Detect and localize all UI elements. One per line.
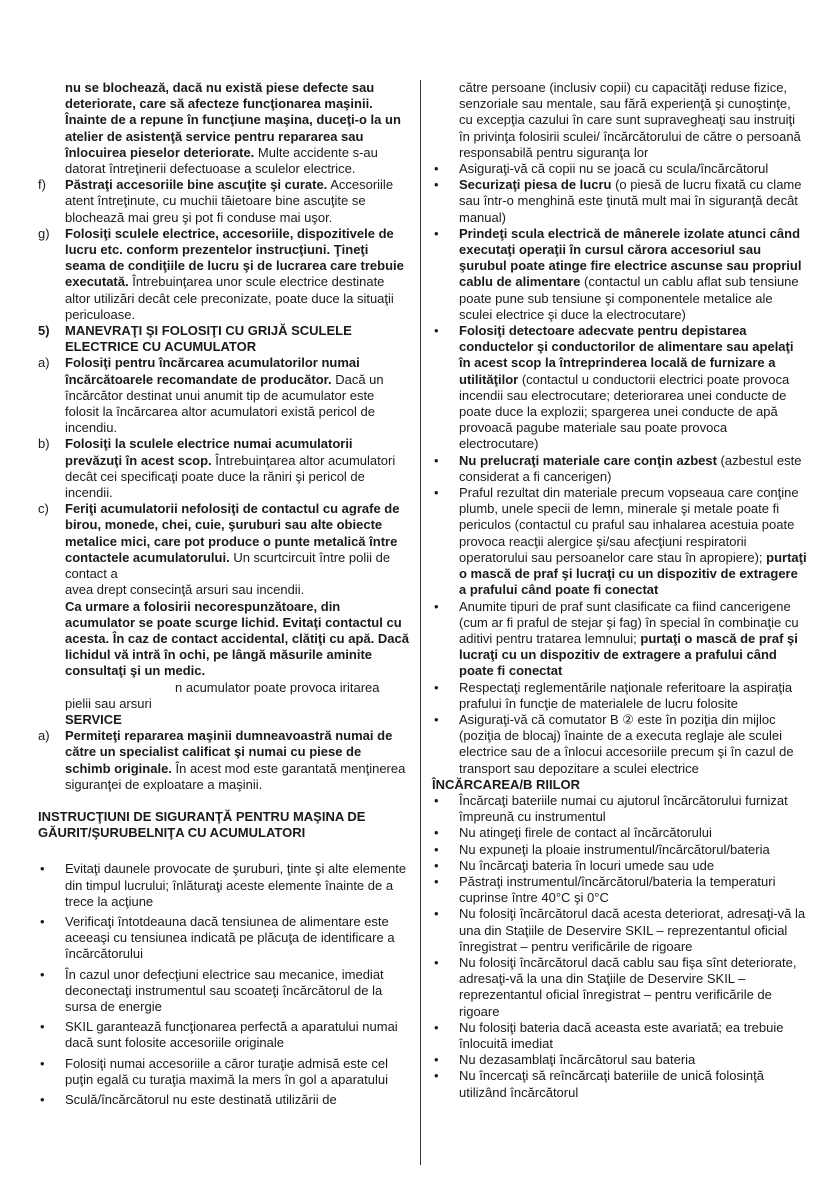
bullet-switch-position: • Asiguraţi-vă că comutator B ② este în poziţia din mijloc (poziţia de blocaj) înainte de a executa reglaje ale sculei electrice sau de a înlocui accesoriile precum şi în cazul de transport sau depozitare a sculei electrice — [432, 712, 808, 777]
bullet-detectors — [432, 323, 808, 453]
item-5b-bold: Folosiţi la sculele electrice numai acumulatorii prevăzuţi în acest scop. — [65, 436, 353, 468]
section-5-number: 5) — [38, 323, 50, 339]
bullet-asbestos-bold: Nu prelucraţi materiale care conţin azbest — [459, 452, 717, 468]
charging-title: ÎNCĂRCAREA/B RIILOR — [432, 776, 581, 792]
bullet-detectors-text: (contactul u conductorii electrici poate provoca incendii sau electrocutare; deteriorarea unei conducte de poate duce la explozii; spargerea unei conducte de apă provoacă pagube materiale sau poate provoca electrocutare) — [459, 371, 790, 452]
charging-bullet-7: • Nu folosiţi încărcătorul dacă cablu sau fişa sînt deteriorate, adresaţi-vă la una din Staţiile de Deservire SKIL – reprezentantul oficial înregistrat – pentru verificările de rigoare — [432, 955, 808, 1020]
intro-text: Multe accidente s-au datorat întreţinerii defectuoase a sculelor electrice. — [65, 144, 378, 177]
item-5c-text-4: pielii sau arsuri — [65, 695, 152, 711]
charging-bullet-6: • Nu folosiţi încărcătorul dacă acesta deteriorat, adresaţi-vă la una din Staţiile de Deservire SKIL – reprezentantul oficial înregistrat – pentru verificările de rigoare — [432, 906, 808, 955]
bullet-asbestos — [432, 453, 808, 485]
bullet-dust — [432, 485, 808, 598]
charging-bullet-5: • Păstraţi instrumentul/încărcătorul/bateria la temperaturi cuprinse între 40°C şi 0°C — [432, 874, 808, 906]
bullet-secure-workpiece — [432, 177, 808, 226]
intro-bold: nu se blochează, dacă nu există piese defecte sau deteriorate, care să afecteze funcţionarea maşinii. Înainte de a repune în funcţiune maşina, duceţi-o la un atelier de asistenţă service pentru repararea sau înlocuirea pieselor deteriorate. — [65, 80, 401, 160]
safety-bullet-1: • Evitaţi daunele provocate de şuruburi, ţinte şi alte elemente din timpul lucrului; înlăturaţi aceste elemente înainte de a trece la acţiune — [38, 861, 410, 910]
item-5c-text-3: n acumulator poate provoca iritarea — [175, 679, 380, 695]
right-column — [432, 80, 808, 1101]
item-5b — [38, 436, 410, 501]
charging-bullet-2: • Nu atingeţi firele de contact al încărcătorului — [432, 825, 808, 841]
bullet-detectors-bold: Folosiţi detectoare adecvate pentru depistarea conductelor şi conductorilor de alimentare sau apelaţi în acest scop la întreprinderea locală de furnizare a utilităţilor — [459, 323, 794, 387]
intro-paragraph — [38, 80, 410, 177]
bullet-insulated-grips — [432, 226, 808, 323]
section-5-title: MANEVRAŢI ŞI FOLOSIŢI CU GRIJĂ SCULELE ELECTRICE CU ACUMULATOR — [65, 323, 352, 355]
charging-bullet-8: • Nu folosiţi bateria dacă aceasta este avariată; ea trebuie înlocuită imediat — [432, 1020, 808, 1052]
item-5c-text-1: Un scurtcircuit între polii de contact a — [65, 549, 391, 582]
item-5a-bold: Folosiţi pentru încărcarea acumulatorilor numai încărcătoarele recomandate de producător. — [65, 355, 360, 387]
item-5c-bold-1: Feriţi acumulatorii nefolosiţi de contactul cu agrafe de birou, monede, chei, cuie, şuruburi sau alte obiecte metalice mici, care pot produce o punte metalică între contactele acumulatorului. — [65, 501, 400, 565]
bullet-secure-workpiece-text: (o piesă de lucru fixată cu clame sau într-o menghină este ţinută mult mai în siguranţă decât manual) — [459, 177, 802, 225]
charging-bullet-list — [432, 793, 808, 1101]
safety-bullet-5: • Folosiţi numai accesoriile a căror turaţie admisă este cel puţin egală cu turaţia maximă la mers în gol a aparatului — [38, 1056, 410, 1088]
item-g-label: g) — [38, 225, 50, 241]
bullet-dust-bold: purtaţi o mască de praf şi lucraţi cu un dispozitiv de extragere a prafului când poate fi conectat — [459, 549, 807, 598]
item-f-label: f) — [38, 177, 46, 193]
item-6a-text: În acest mod este garantată menţinerea siguranţei de exploatare a maşinii. — [65, 760, 406, 792]
bullet-secure-workpiece-bold: Securizaţi piesa de lucru — [459, 177, 612, 193]
safety-bullet-6: • Sculă/încărcătorul nu este destinată utilizării de — [38, 1092, 410, 1108]
bullet-insulated-grips-text: (contactul un cablu aflat sub tensiune poate pune sub tensiune şi componentele metalice ale sculei electrice şi duce la electrocutare) — [459, 274, 799, 322]
item-5c-label: c) — [38, 501, 49, 517]
item-5b-label: b) — [38, 436, 50, 452]
bullet-insulated-grips-bold: Prindeţi scula electrică de mânerele izolate atunci când executaţi operaţii în cursul cărora accesoriul sau şurubul poate atinge fire electrice ascunse sau propriul cablu de alimentare — [459, 225, 802, 290]
bullet-carcinogenic-dust — [432, 599, 808, 680]
bullet-asbestos-text: (azbestul este considerat a fi cancerigen) — [459, 452, 802, 484]
bullet-dust-text: Praful rezultat din materiale precum vopseaua care conţine plumb, unele specii de lemn, minerale şi metale poate fi periculos (contactul cu praful sau inhalarea acestuia poate provoca reacţii alergice şi/sau afecţiuni respiratorii operatorului sau persoanelor care stau în apropiere); — [459, 485, 799, 565]
bullet-children: • Asiguraţi-vă că copii nu se joacă cu scula/încărcătorul — [432, 161, 808, 177]
item-g-bold: Folosiţi sculele electrice, accesoriile, dispozitivele de lucru etc. conform prezentelor instrucţiuni. Ţineţi seama de condiţiile de lucru şi de lucrarea care trebuie executată. — [65, 225, 404, 290]
item-6a-label: a) — [38, 728, 50, 744]
item-g — [38, 226, 410, 323]
safety-bullet-list — [38, 861, 410, 1108]
safety-bullet-3: • În cazul unor defecţiuni electrice sau mecanice, imediat deconectaţi instrumentul sau scoateţi încărcătorul de la sursa de energie — [38, 967, 410, 1016]
item-g-text: Întrebuinţarea unor scule electrice destinate altor utilizări decât cele preconizate, poate duce la situaţii periculoase. — [65, 274, 394, 322]
safety-instructions-title: INSTRUCŢIUNI DE SIGURANŢĂ PENTRU MAŞINA DE GĂURIT/ŞURUBELNIŢA CU ACUMULATORI — [38, 808, 366, 841]
item-5c-bold-2: Ca urmare a folosirii necorespunzătoare, din acumulator se poate scurge lichid. Evitaţi contactul cu acesta. În caz de contact accidental, clătiţi cu apă. Dacă lichidul vă intră în ochi, pe lângă măsurile aminite consultaţi şi un medic. — [65, 598, 409, 679]
item-6a-bold: Permiteţi repararea maşinii dumneavoastră numai de către un specialist calificat şi numai cu piese de schimb originale. — [65, 728, 393, 776]
item-5b-text: Întrebuinţarea altor acumulatori decât cei specificaţi poate duce la răniri şi pericol de incendii. — [65, 452, 396, 501]
item-f — [38, 177, 410, 226]
bullet-regulations: • Respectaţi reglementările naţionale referitoare la aspiraţia prafului în funcţie de materialele de lucru folosite — [432, 680, 808, 712]
bullet-carcinogenic-dust-bold: purtaţi o mască de praf şi lucraţi cu un dispozitiv de extragere a prafului când poate fi conectat — [459, 630, 798, 679]
item-5a-label: a) — [38, 355, 50, 371]
charging-bullet-1: • Încărcaţi bateriile numai cu ajutorul încărcătorului furnizat împreună cu instrumentul — [432, 793, 808, 825]
item-6a — [38, 728, 410, 793]
item-5a — [38, 355, 410, 436]
left-column — [38, 80, 410, 1108]
item-5c — [38, 501, 410, 712]
item-5a-text: Dacă un încărcător destinat unui anumit tip de acumulator este folosit la încărcarea altor acumulatori există pericol de incendiu. — [65, 371, 384, 436]
section-5-heading — [38, 323, 410, 355]
continued-text: către persoane (inclusiv copii) cu capacităţi reduse fizice, senzoriale sau mentale, sau fără experienţă şi cunoştinţe, cu excepţia cazului în care sunt supravegheaţi sau instruiţi în privinţa folosirii sculei/ încărcătorului de către o persoană responsabilă pentru siguranţa lor — [459, 80, 801, 160]
item-5c-text-2: avea drept consecinţă arsuri sau incendii. — [65, 582, 305, 598]
charging-bullet-4: • Nu încărcaţi bateria în locuri umede sau ude — [432, 858, 808, 874]
charging-bullet-9: • Nu dezasamblaţi încărcătorul sau bateria — [432, 1052, 808, 1068]
item-f-bold: Păstraţi accesoriile bine ascuţite şi curate. — [65, 177, 328, 193]
safety-bullet-4: • SKIL garantează funcţionarea perfectă a aparatului numai dacă sunt folosite accesoriile originale — [38, 1019, 410, 1051]
item-f-text: Accesoriile atent întreţinute, cu muchii tăietoare bine ascuţite se blochează mai greu şi pot fi conduse mai uşor. — [65, 177, 394, 225]
charging-bullet-3: • Nu expuneţi la ploaie instrumentul/încărcătorul/bateria — [432, 842, 808, 858]
column-divider — [420, 80, 421, 1165]
bullet-carcinogenic-dust-text: Anumite tipuri de praf sunt clasificate ca fiind cancerigene (cum ar fi praful de stejar şi fag) în special în combinaţie cu aditivi pentru tratarea lemnului; — [459, 598, 799, 646]
service-heading: SERVICE — [65, 711, 122, 727]
charging-bullet-10: • Nu încercaţi să reîncărcaţi bateriile de unică folosinţă utilizând încărcătorul — [432, 1068, 808, 1100]
safety-bullet-2: • Verificaţi întotdeauna dacă tensiunea de alimentare este aceeaşi cu tensiunea indicată pe plăcuţa de identificare a încărcătorului — [38, 914, 410, 963]
